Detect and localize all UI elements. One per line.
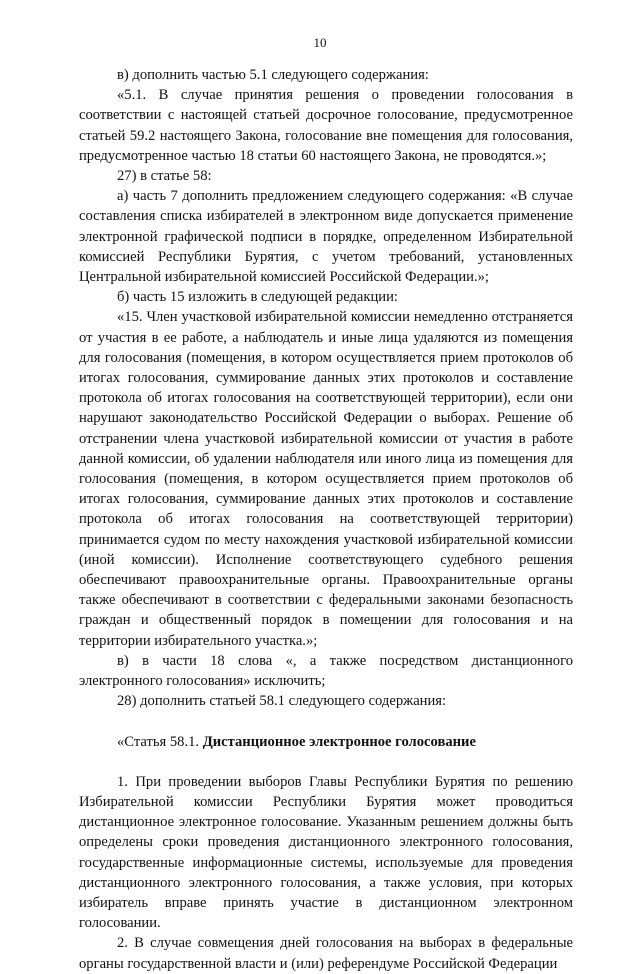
paragraph-11: 2. В случае совмещения дней голосования на выборах в федеральные органы государственной власти и (или) референдуме Российской Федерации (79, 935, 573, 972)
paragraph-10: 1. При проведении выборов Главы Республики Бурятия по решению Избирательной комиссии Республики Бурятия может проводиться дистанционное электронное голосование. Указанным решением должны быть определены сроки проведения дистанционного электронного голосования, государственные информационные системы, используемые для проведения дистанционного электронного голосования, а также условия, при которых избиратель вправе принять участие в дистанционном электронном голосовании. (79, 773, 573, 932)
article-heading-title: Дистанционное электронное голосование (202, 733, 476, 750)
article-heading-prefix: «Статья 58.1. (117, 733, 203, 750)
article-heading (79, 732, 573, 752)
paragraph-4: а) часть 7 дополнить предложением следующего содержания: «В случае составления списка избирателей в электронном виде допускается применение электронной графической подписи в порядке, определенном Избирательной комиссией Республики Бурятия, с учетом требований, установленных Центральной избирательной комиссией Российской Федерации.»; (79, 188, 573, 286)
document-body (79, 65, 573, 974)
paragraph-7: в) в части 18 слова «, а также посредством дистанционного электронного голосования» исключить; (79, 652, 573, 690)
paragraph-2: «5.1. В случае принятия решения о проведении голосования в соответствии с настоящей статьей досрочное голосование, предусмотренное статьей 59.2 настоящего Закона, голосование вне помещения для голосования, предусмотренное частью 18 статьи 60 настоящего Закона, не проводятся.»; (79, 87, 573, 164)
paragraph-5: б) часть 15 изложить в следующей редакции: (117, 289, 398, 306)
paragraph-8: 28) дополнить статьей 58.1 следующего содержания: (117, 693, 447, 710)
page-number: 10 (313, 35, 327, 50)
paragraph-6: «15. Член участковой избирательной комиссии немедленно отстраняется от участия в ее работе, а наблюдатель и иные лица удаляются из помещения для голосования (помещения, в котором осуществляется прием протоколов об итогах голосования, суммирование данных этих протоколов и составление протокола об итогах голосования на соответствующей территории), если они нарушают законодательство Российской Федерации о выборах. Решение об отстранении члена участковой избирательной комиссии от участия в работе данной комиссии, об удалении наблюдателя или иного лица из помещения для голосования (помещения, в котором осуществляется прием протоколов об итогах голосования, суммирование данных этих протоколов и составление протокола об итогах голосования на соответствующей территории) принимается судом по месту нахождения участковой избирательной комиссии (иной комиссии). Исполнение соответствующего судебного решения обеспечивают правоохранительные органы. Правоохранительные органы также обеспечивают в соответствии с федеральными законами безопасность граждан и общественный порядок в помещении для голосования и на территории избирательного участка.»; (79, 309, 573, 649)
paragraph-3: 27) в статье 58: (117, 168, 212, 185)
paragraph-1: в) дополнить частью 5.1 следующего содержания: (117, 67, 429, 83)
